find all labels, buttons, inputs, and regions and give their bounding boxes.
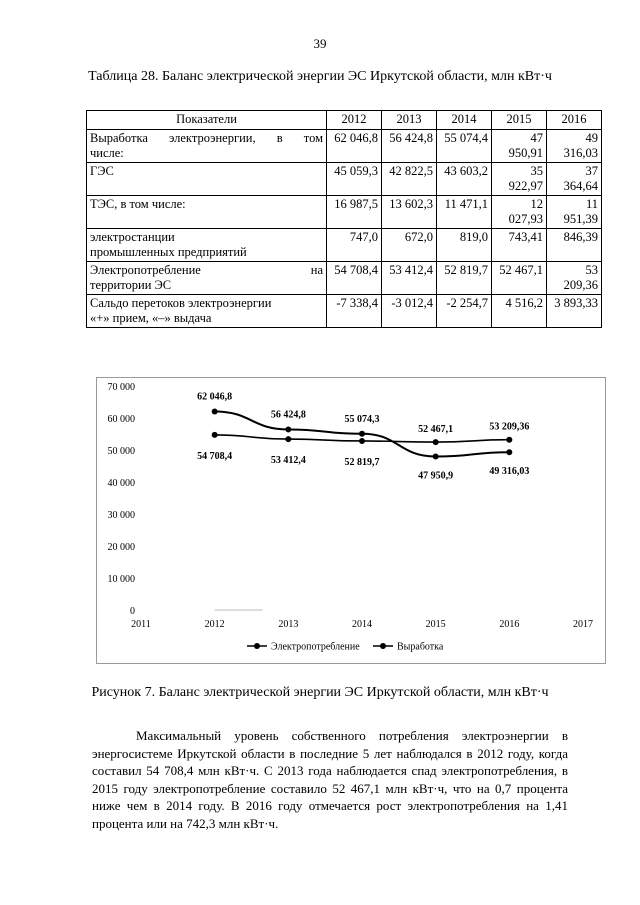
table-row xyxy=(87,163,602,196)
table-cell: 43 603,2 xyxy=(437,163,492,196)
data-label: 52 819,7 xyxy=(344,456,380,468)
table-cell: 16 987,5 xyxy=(327,196,382,229)
table-cell: 819,0 xyxy=(437,229,492,262)
header-2014: 2014 xyxy=(437,111,492,130)
table-row xyxy=(87,262,602,295)
table-caption: Таблица 28. Баланс электрической энергии ЭС Иркутской области, млн кВт·ч xyxy=(88,69,552,84)
data-label: 56 424,8 xyxy=(270,409,306,421)
y-tick-label: 50 000 xyxy=(107,446,135,457)
table-cell: 13 602,3 xyxy=(382,196,437,229)
table-cell: 55 074,4 xyxy=(437,130,492,163)
legend-entry: Электропотребление xyxy=(271,641,360,653)
table-cell: 47 950,91 xyxy=(492,130,547,163)
row-label: ТЭС, в том числе: xyxy=(87,196,327,229)
row-label-line: Электропотребление на xyxy=(90,263,323,277)
row-label xyxy=(87,262,327,295)
table-row xyxy=(87,295,602,328)
y-tick-label: 10 000 xyxy=(107,574,135,585)
data-point xyxy=(212,408,218,414)
header-2012: 2012 xyxy=(327,111,382,130)
header-indicator: Показатели xyxy=(87,111,327,130)
balance-table xyxy=(86,110,602,328)
data-label: 49 316,03 xyxy=(489,466,530,478)
y-tick-label: 30 000 xyxy=(107,510,135,521)
row-label xyxy=(87,130,327,163)
row-label-line: электростанции xyxy=(90,230,175,244)
table-cell: 743,41 xyxy=(492,229,547,262)
table-cell: 11 471,1 xyxy=(437,196,492,229)
table-cell: 747,0 xyxy=(327,229,382,262)
data-label: 53 209,36 xyxy=(489,421,530,433)
data-label: 47 950,9 xyxy=(418,470,454,482)
data-point xyxy=(506,437,512,443)
table-cell: 11 951,39 xyxy=(547,196,602,229)
row-label-line: «+» прием, «–» выдача xyxy=(90,311,212,325)
data-point xyxy=(285,436,291,442)
x-tick-label: 2013 xyxy=(278,619,299,630)
table-cell: 4 516,2 xyxy=(492,295,547,328)
row-label-line: Выработка электроэнергии, в том xyxy=(90,131,323,145)
table-cell: 54 708,4 xyxy=(327,262,382,295)
table-cell: -3 012,4 xyxy=(382,295,437,328)
header-2016: 2016 xyxy=(547,111,602,130)
row-label xyxy=(87,229,327,262)
data-label: 54 708,4 xyxy=(197,450,233,462)
table-cell: 62 046,8 xyxy=(327,130,382,163)
table-row xyxy=(87,196,602,229)
x-tick-label: 2017 xyxy=(573,619,593,630)
header-2015: 2015 xyxy=(492,111,547,130)
data-point xyxy=(506,449,512,455)
row-label-line: числе: xyxy=(90,146,124,160)
data-point xyxy=(433,454,439,460)
legend-marker xyxy=(380,643,386,649)
row-label: ГЭС xyxy=(87,163,327,196)
x-tick-label: 2012 xyxy=(204,619,225,630)
row-label-line: промышленных предприятий xyxy=(90,245,247,259)
table-cell: 35 922,97 xyxy=(492,163,547,196)
data-point xyxy=(359,431,365,437)
body-paragraph: Максимальный уровень собственного потребления электроэнергии в энергосистеме Иркутской области в последние 5 лет наблюдался в 2012 году, когда составил 54 708,4 млн кВт·ч. С 2013 года наблюдается спад электропотребления, в 2015 году электропотребление составило 52 467,1 млн кВт·ч, что на 0,7 процента ниже чем в 2014 году. В 2016 году отмечается рост электропотребления на 1,41 процента или на 742,3 млн кВт·ч. xyxy=(92,728,568,831)
page-number: 39 xyxy=(313,36,327,51)
figure-caption: Рисунок 7. Баланс электрической энергии ЭС Иркутской области, млн кВт·ч xyxy=(91,685,549,700)
table-cell: -7 338,4 xyxy=(327,295,382,328)
table-row xyxy=(87,229,602,262)
table-cell: 45 059,3 xyxy=(327,163,382,196)
data-label: 53 412,4 xyxy=(270,455,306,467)
data-point xyxy=(433,439,439,445)
legend-marker xyxy=(254,643,260,649)
table-cell: 846,39 xyxy=(547,229,602,262)
table-cell: 37 364,64 xyxy=(547,163,602,196)
data-label: 62 046,8 xyxy=(197,391,233,403)
table-cell: 3 893,33 xyxy=(547,295,602,328)
data-label: 52 467,1 xyxy=(418,424,454,436)
row-label-line: территории ЭС xyxy=(90,278,172,292)
y-tick-label: 40 000 xyxy=(107,478,135,489)
y-tick-label: 0 xyxy=(130,606,135,617)
table-cell: 49 316,03 xyxy=(547,130,602,163)
table-cell: 42 822,5 xyxy=(382,163,437,196)
y-tick-label: 20 000 xyxy=(107,542,135,553)
x-tick-label: 2016 xyxy=(499,619,520,630)
data-point xyxy=(212,432,218,438)
table-cell: 56 424,8 xyxy=(382,130,437,163)
y-tick-label: 60 000 xyxy=(107,414,135,425)
table-cell: 52 467,1 xyxy=(492,262,547,295)
legend-entry: Выработка xyxy=(397,641,444,653)
x-tick-label: 2014 xyxy=(352,619,372,630)
x-tick-label: 2015 xyxy=(425,619,446,630)
row-label-line: Сальдо перетоков электроэнергии xyxy=(90,296,272,310)
table-cell: 53 412,4 xyxy=(382,262,437,295)
data-point xyxy=(285,426,291,432)
data-point xyxy=(359,438,365,444)
chart-frame xyxy=(96,377,606,664)
table-header-row xyxy=(87,111,602,130)
balance-line-chart xyxy=(97,378,605,663)
header-2013: 2013 xyxy=(382,111,437,130)
table-cell: -2 254,7 xyxy=(437,295,492,328)
table-cell: 12 027,93 xyxy=(492,196,547,229)
table-cell: 52 819,7 xyxy=(437,262,492,295)
x-tick-label: 2011 xyxy=(131,619,151,630)
table-row xyxy=(87,130,602,163)
data-label: 55 074,3 xyxy=(344,413,380,425)
table-cell: 53 209,36 xyxy=(547,262,602,295)
y-tick-label: 70 000 xyxy=(107,382,135,393)
table-cell: 672,0 xyxy=(382,229,437,262)
row-label xyxy=(87,295,327,328)
